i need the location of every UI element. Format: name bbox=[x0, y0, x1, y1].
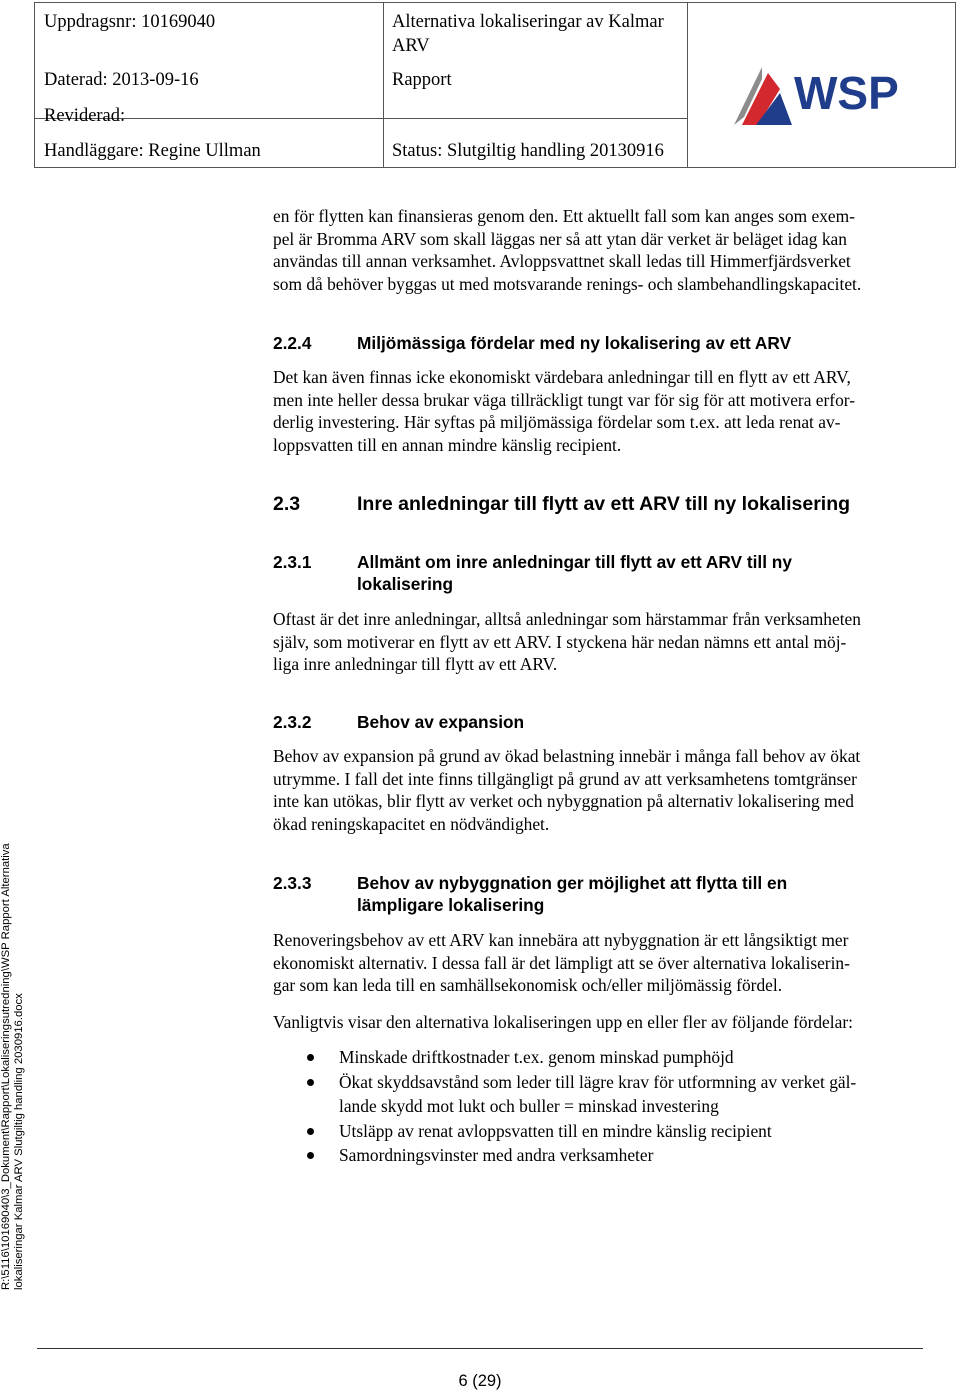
list-item-text: Utsläpp av renat avloppsvatten till en mindre känslig recipient bbox=[339, 1120, 772, 1141]
text-line: gar som kan leda till en samhällsekonomisk och/eller miljömässig fördel. bbox=[273, 975, 783, 995]
bullet-lead bbox=[273, 1011, 957, 1034]
text-line: Vanligtvis visar den alternativa lokaliseringen upp en eller fler av följande fördelar: bbox=[273, 1012, 853, 1032]
list-item-text: Minskade driftkostnader t.ex. genom minskad pumphöjd bbox=[339, 1047, 734, 1067]
heading-title: Behov av nybyggnation ger möjlighet att flytta till en bbox=[357, 873, 788, 893]
heading-number: 2.3.3 bbox=[273, 873, 312, 893]
text-line: själv, som motiverar en flytt av ett ARV. I styckena här nedan nämns ett antal möj- bbox=[273, 631, 847, 652]
heading-title: lokalisering bbox=[357, 574, 454, 594]
heading-title: Inre anledningar till flytt av ett ARV till ny lokalisering bbox=[357, 493, 851, 515]
status: Status: Slutgiltig handling 20130916 bbox=[392, 141, 664, 161]
text-line: Oftast är det inre anledningar, alltså anledningar som härstammar från verksamheten bbox=[273, 609, 861, 629]
text-line: en för flytten kan finansieras genom den. Ett aktuellt fall som kan anges som exem- bbox=[273, 206, 855, 226]
document-type: Rapport bbox=[392, 70, 452, 90]
heading-number: 2.2.4 bbox=[273, 333, 312, 353]
bullet-icon bbox=[307, 1128, 314, 1135]
list-item bbox=[273, 1119, 957, 1144]
text-line: som då behöver byggas ut med motsvarande renings- och slambehandlingskapacitet. bbox=[273, 273, 862, 294]
document-title-line1: Alternativa lokaliseringar av Kalmar bbox=[392, 12, 664, 32]
heading-number: 2.3 bbox=[273, 493, 301, 515]
bullet-icon bbox=[307, 1079, 314, 1086]
revised: Reviderad: bbox=[44, 106, 126, 126]
section-2-3-3-paragraph bbox=[273, 929, 957, 997]
handler: Handläggare: Regine Ullman bbox=[44, 141, 261, 161]
file-path-sidebar bbox=[0, 843, 40, 1290]
list-item bbox=[273, 1143, 957, 1168]
footer-divider bbox=[37, 1348, 923, 1349]
page-number: 6 (29) bbox=[458, 1372, 502, 1390]
heading-title: Behov av expansion bbox=[357, 712, 525, 732]
intro-paragraph bbox=[273, 205, 957, 295]
heading-2-3-3 bbox=[0, 872, 960, 920]
text-line: Behov av expansion på grund av ökad belastning innebär i många fall behov av ökat bbox=[273, 746, 861, 766]
document-title-line2: ARV bbox=[392, 36, 430, 56]
text-line: ekonomiskt alternativ. I dessa fall är det lämpligt att se över alternativa lokaliserin- bbox=[273, 952, 850, 973]
heading-number: 2.3.2 bbox=[273, 712, 312, 732]
file-path-line: R:\5116\10169040\3_Dokument\Rapport\Lokaliseringsutredning\WSP Rapport Alternativa bbox=[0, 843, 12, 1290]
text-line: loppsvatten till en annan mindre känslig recipient. bbox=[273, 434, 622, 455]
text-line: liga inre anledningar till flytt av ett ARV. bbox=[273, 654, 558, 674]
bullet-icon bbox=[307, 1054, 314, 1061]
text-line: inte kan utökas, blir flytt av verket och nybyggnation på alternativ lokalisering med bbox=[273, 791, 854, 811]
header-divider bbox=[687, 3, 688, 167]
advantages-list bbox=[273, 1045, 957, 1168]
section-2-2-4-paragraph bbox=[273, 366, 957, 456]
list-item-text: Samordningsvinster med andra verksamheter bbox=[339, 1145, 654, 1165]
section-2-3-1-paragraph bbox=[273, 608, 957, 676]
text-line: användas till annan verksamhet. Avloppsvattnet skall ledas till Himmerfjärdsverket bbox=[273, 251, 851, 271]
logo-wordmark: WSP bbox=[794, 67, 899, 119]
heading-number: 2.3.1 bbox=[273, 552, 312, 572]
section-2-3-2-paragraph bbox=[273, 745, 957, 835]
heading-2-3-1 bbox=[0, 551, 960, 599]
heading-title: lämpligare lokalisering bbox=[357, 895, 545, 915]
list-item-text: Ökat skyddsavstånd som leder till lägre krav för utformning av verket gäl- bbox=[339, 1071, 857, 1092]
text-line: Renoveringsbehov av ett ARV kan innebära att nybyggnation är ett långsiktigt mer bbox=[273, 930, 849, 950]
text-line: ökad reningskapacitet en nödvändighet. bbox=[273, 813, 550, 834]
dated: Daterad: 2013-09-16 bbox=[44, 70, 199, 90]
heading-title: Allmänt om inre anledningar till flytt av ett ARV till ny bbox=[357, 552, 792, 572]
text-line: derlig investering. Här syftas på miljömässiga fördelar som t.ex. att leda renat av- bbox=[273, 412, 841, 432]
text-line: utrymme. I fall det inte finns tillgängligt på grund av att verksamhetens tomtgränser bbox=[273, 768, 857, 789]
header-divider bbox=[35, 118, 687, 119]
heading-title: Miljömässiga fördelar med ny lokalisering av ett ARV bbox=[357, 333, 792, 353]
text-line: pel är Bromma ARV som skall läggas ner så att ytan där verket är beläget idag kan bbox=[273, 228, 847, 249]
document-header bbox=[34, 2, 956, 168]
text-line: men inte heller dessa brukar väga tillräckligt tungt var för sig för att motivera erfor- bbox=[273, 389, 856, 410]
wsp-logo bbox=[732, 59, 922, 131]
list-item bbox=[273, 1070, 957, 1119]
header-divider bbox=[383, 3, 384, 167]
text-line: Det kan även finnas icke ekonomiskt värdebara anledningar till en flytt av ett ARV, bbox=[273, 367, 851, 387]
list-item-text: lande skydd mot lukt och buller = minskad investering bbox=[339, 1096, 719, 1116]
assignment-number: Uppdragsnr: 10169040 bbox=[44, 12, 216, 32]
file-path-line: lokaliseringar Kalmar ARV Slutgiltig handling 2030916.docx bbox=[13, 993, 25, 1290]
list-item bbox=[273, 1045, 957, 1070]
bullet-icon bbox=[307, 1152, 314, 1159]
